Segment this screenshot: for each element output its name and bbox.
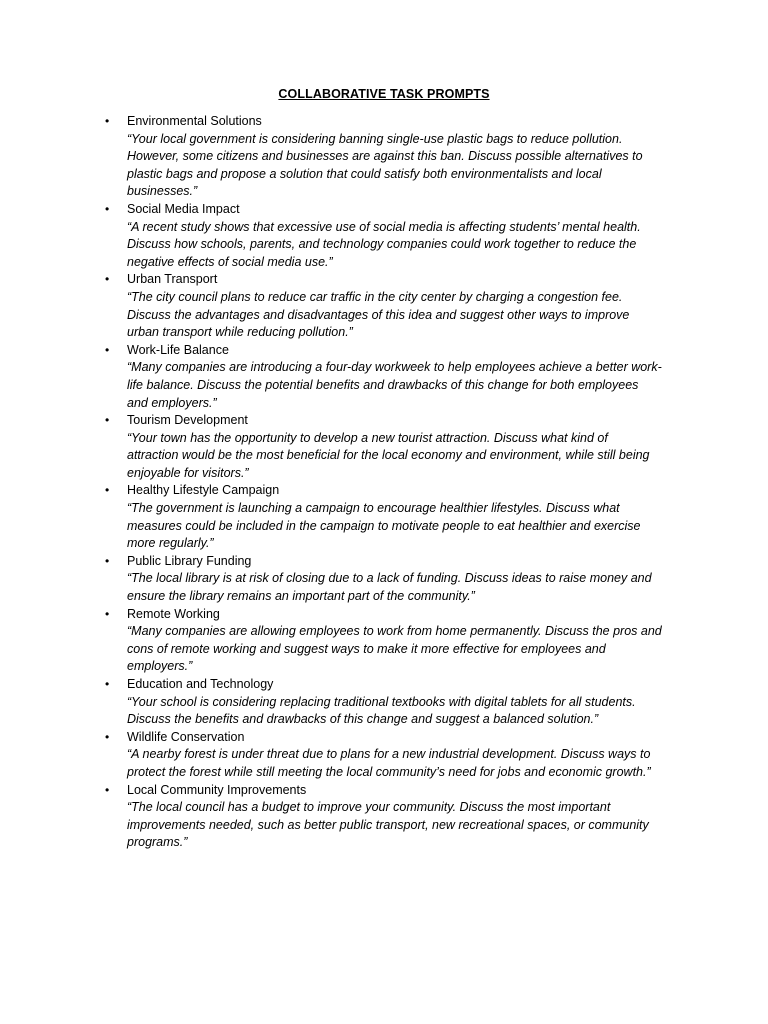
prompt-text: “Many companies are introducing a four-day workweek to help employees achieve a better work-life balance. Discuss the potential benefits and drawbacks of this change for both employees and employers.” <box>127 360 662 410</box>
list-item <box>105 412 662 482</box>
list-item <box>105 271 662 341</box>
prompt-text: “Your local government is considering banning single-use plastic bags to reduce pollution. However, some citizens and businesses are against this ban. Discuss possible alternatives to plastic bags and propose a solution that could satisfy both environmentalists and local businesses.” <box>127 131 643 199</box>
prompt-heading: Wildlife Conservation <box>127 729 245 744</box>
bullet-icon: • <box>105 782 110 797</box>
prompt-text: “The local library is at risk of closing due to a lack of funding. Discuss ideas to raise money and ensure the library remains an important part of the community.” <box>127 571 652 604</box>
list-item <box>105 606 662 676</box>
prompt-heading: Urban Transport <box>127 272 218 287</box>
prompt-text: “Your school is considering replacing traditional textbooks with digital tablets for all students. Discuss the benefits and drawbacks of this change and suggest a balanced solution.” <box>127 694 636 727</box>
prompt-text: “Your town has the opportunity to develop a new tourist attraction. Discuss what kind of attraction would be the most beneficial for the local economy and environment, while still being enjoyable for visitors.” <box>127 430 650 480</box>
bullet-icon: • <box>105 606 110 621</box>
bullet-icon: • <box>105 553 110 568</box>
prompt-heading: Social Media Impact <box>127 201 240 216</box>
prompt-text: “A recent study shows that excessive use of social media is affecting students’ mental health. Discuss how schools, parents, and technology companies could work together to reduce the negative effects of social media use.” <box>127 219 641 269</box>
bullet-icon: • <box>105 413 110 428</box>
prompt-text: “The government is launching a campaign to encourage healthier lifestyles. Discuss what measures could be included in the campaign to motivate people to eat healthier and exercise more regularly.” <box>127 501 641 551</box>
bullet-icon: • <box>105 201 110 216</box>
document-title: COLLABORATIVE TASK PROMPTS <box>278 87 490 101</box>
prompt-heading: Remote Working <box>127 606 220 621</box>
prompt-heading: Tourism Development <box>127 413 248 428</box>
prompt-list <box>105 113 662 852</box>
prompt-text: “The local council has a budget to improve your community. Discuss the most important improvements needed, such as better public transport, new recreational spaces, or community programs.” <box>127 800 649 850</box>
list-item <box>105 482 662 552</box>
prompt-heading: Healthy Lifestyle Campaign <box>127 483 280 498</box>
list-item <box>105 201 662 271</box>
prompt-heading: Education and Technology <box>127 677 274 691</box>
list-item <box>105 113 662 201</box>
list-item <box>105 553 662 606</box>
bullet-icon: • <box>105 677 110 691</box>
list-item <box>105 782 662 852</box>
prompt-heading: Environmental Solutions <box>127 114 262 128</box>
prompt-heading: Work-Life Balance <box>127 342 229 357</box>
bullet-icon: • <box>105 729 110 744</box>
prompt-heading: Local Community Improvements <box>127 782 307 797</box>
prompt-text: “A nearby forest is under threat due to plans for a new industrial development. Discuss ways to protect the forest while still meeting the local community’s need for jobs and economic growth.” <box>127 747 651 779</box>
bullet-icon: • <box>105 342 110 357</box>
prompt-text: “Many companies are allowing employees to work from home permanently. Discuss the pros and cons of remote working and suggest ways to make it more effective for employees and employers.” <box>127 624 662 674</box>
list-item <box>105 729 662 782</box>
list-item <box>105 342 662 412</box>
prompt-heading: Public Library Funding <box>127 553 252 568</box>
bullet-icon: • <box>105 272 110 287</box>
bullet-icon: • <box>105 114 110 128</box>
list-item <box>105 676 662 729</box>
prompt-text: “The city council plans to reduce car traffic in the city center by charging a congestion fee. Discuss the advantages and disadvantages of this idea and suggest other ways to improve urban transport while reducing pollution.” <box>127 289 630 340</box>
bullet-icon: • <box>105 483 110 498</box>
